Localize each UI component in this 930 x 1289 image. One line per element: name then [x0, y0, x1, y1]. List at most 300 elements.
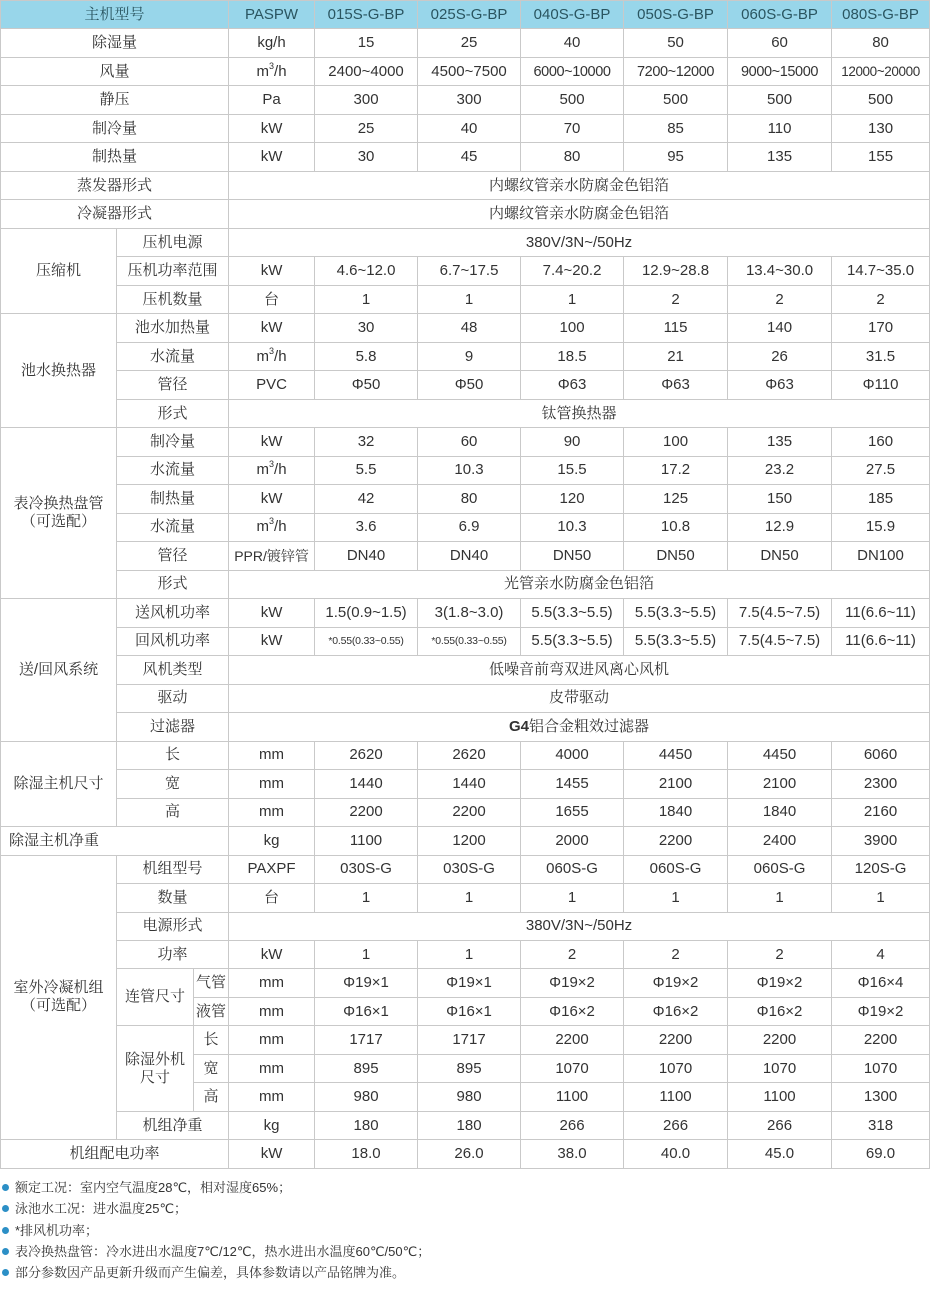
cell-value: 1100 — [315, 827, 418, 855]
table-row — [1, 257, 930, 285]
table-row — [1, 912, 930, 940]
cell-value: 300 — [418, 86, 521, 114]
cell-value: 45 — [418, 143, 521, 171]
cell-value: 70 — [521, 114, 624, 142]
header-model: 050S-G-BP — [624, 1, 728, 29]
cell-value: 2400 — [728, 827, 832, 855]
table-row — [1, 656, 930, 684]
cell-value: 3(1.8~3.0) — [418, 599, 521, 627]
cell-value: 1440 — [418, 770, 521, 798]
cell-value: 980 — [418, 1083, 521, 1111]
row-unit: kg — [229, 827, 315, 855]
cell-value: 12.9~28.8 — [624, 257, 728, 285]
cell-value: 115 — [624, 314, 728, 342]
cell-value-span: 皮带驱动 — [229, 684, 930, 712]
row-label: 池水加热量 — [117, 314, 229, 342]
cell-value: Φ110 — [832, 371, 930, 399]
cell-value: 2200 — [624, 827, 728, 855]
note-item: 泳池水工况：进水温度25℃； — [2, 1198, 922, 1219]
cell-value: 6.7~17.5 — [418, 257, 521, 285]
cell-value: 40 — [418, 114, 521, 142]
table-row — [1, 29, 930, 57]
cell-value: DN40 — [315, 542, 418, 570]
cell-value: 2200 — [624, 1026, 728, 1054]
row-label: 回风机功率 — [117, 627, 229, 655]
cell-value: 2 — [728, 285, 832, 313]
cell-value: 1200 — [418, 827, 521, 855]
cell-value: 50 — [624, 29, 728, 57]
cell-value: DN100 — [832, 542, 930, 570]
cell-value: 2 — [521, 940, 624, 968]
table-row — [1, 171, 930, 199]
cell-value: 85 — [624, 114, 728, 142]
row-label: 机组配电功率 — [1, 1140, 229, 1169]
cell-value: 26 — [728, 342, 832, 370]
note-item: 表冷换热盘管：冷水进出水温度7℃/12℃，热水进出水温度60℃/50℃； — [2, 1241, 922, 1262]
cell-value: Φ16×1 — [315, 997, 418, 1025]
row-unit: mm — [229, 1083, 315, 1111]
row-label: 数量 — [117, 884, 229, 912]
row-unit: 台 — [229, 884, 315, 912]
cell-value: Φ19×1 — [418, 969, 521, 997]
row-unit: kW — [229, 1140, 315, 1169]
table-row — [1, 798, 930, 826]
cell-value: 1455 — [521, 770, 624, 798]
group-label: 池水换热器 — [1, 314, 117, 428]
cell-value: 6.9 — [418, 513, 521, 541]
row-label: 水流量 — [117, 513, 229, 541]
cell-value: Φ63 — [521, 371, 624, 399]
cell-value: Φ63 — [728, 371, 832, 399]
row-unit: mm — [229, 741, 315, 769]
cell-value: Φ19×1 — [315, 969, 418, 997]
cell-value: 060S-G — [521, 855, 624, 883]
cell-value: 060S-G — [728, 855, 832, 883]
cell-value: 4 — [832, 940, 930, 968]
row-unit: PVC — [229, 371, 315, 399]
cell-value: 1 — [418, 285, 521, 313]
cell-value: 69.0 — [832, 1140, 930, 1169]
cell-value: 185 — [832, 485, 930, 513]
row-label: 宽 — [117, 770, 229, 798]
cell-value: 11(6.6~11) — [832, 599, 930, 627]
header-model: 060S-G-BP — [728, 1, 832, 29]
cell-value: 120S-G — [832, 855, 930, 883]
cell-value: 27.5 — [832, 456, 930, 484]
table-row — [1, 314, 930, 342]
cell-value: 1840 — [728, 798, 832, 826]
cell-value: 14.7~35.0 — [832, 257, 930, 285]
row-unit: kW — [229, 599, 315, 627]
cell-value: 12.9 — [728, 513, 832, 541]
row-label: 送风机功率 — [117, 599, 229, 627]
note-item: 部分参数因产品更新升级而产生偏差，具体参数请以产品铭牌为准。 — [2, 1262, 922, 1283]
cell-value: 90 — [521, 428, 624, 456]
cell-value: 1300 — [832, 1083, 930, 1111]
cell-value: 060S-G — [624, 855, 728, 883]
cell-value: 1 — [624, 884, 728, 912]
row-unit: kW — [229, 257, 315, 285]
row-label: 风机类型 — [117, 656, 229, 684]
group-label: 除湿主机尺寸 — [1, 741, 117, 826]
cell-value: 25 — [418, 29, 521, 57]
table-row — [1, 513, 930, 541]
cell-value: 10.8 — [624, 513, 728, 541]
cell-value: 100 — [624, 428, 728, 456]
cell-value: DN50 — [728, 542, 832, 570]
cell-value: 1440 — [315, 770, 418, 798]
cell-value: 7.5(4.5~7.5) — [728, 599, 832, 627]
row-label: 管径 — [117, 542, 229, 570]
cell-value: 4000 — [521, 741, 624, 769]
note-item: 额定工况：室内空气温度28℃，相对湿度65%； — [2, 1177, 922, 1198]
cell-value-span: G4铝合金粗效过滤器 — [229, 713, 930, 741]
row-unit: kW — [229, 143, 315, 171]
table-row — [1, 428, 930, 456]
cell-value: 160 — [832, 428, 930, 456]
cell-value: 120 — [521, 485, 624, 513]
cell-value: 4450 — [624, 741, 728, 769]
cell-value: Φ16×2 — [624, 997, 728, 1025]
cell-value: Φ50 — [315, 371, 418, 399]
cell-value: 7.4~20.2 — [521, 257, 624, 285]
cell-value: 2 — [624, 940, 728, 968]
row-unit: Pa — [229, 86, 315, 114]
cell-value: 100 — [521, 314, 624, 342]
group-label: 室外冷凝机组 （可选配） — [1, 855, 117, 1140]
cell-value: 1840 — [624, 798, 728, 826]
row-label: 蒸发器形式 — [1, 171, 229, 199]
row-label: 压机功率范围 — [117, 257, 229, 285]
cell-value: 40 — [521, 29, 624, 57]
cell-value: 500 — [832, 86, 930, 114]
cell-value: 12000~20000 — [832, 57, 930, 85]
cell-value: 26.0 — [418, 1140, 521, 1169]
cell-value: 1 — [315, 940, 418, 968]
table-row — [1, 485, 930, 513]
cell-value: 3.6 — [315, 513, 418, 541]
group-label: 表冷换热盘管 （可选配） — [1, 428, 117, 599]
cell-value: 266 — [728, 1111, 832, 1139]
cell-value: 180 — [315, 1111, 418, 1139]
row-label: 高 — [194, 1083, 229, 1111]
cell-value: 48 — [418, 314, 521, 342]
bullet-dot-icon — [2, 1205, 9, 1212]
cell-value: 125 — [624, 485, 728, 513]
cell-value: 5.5(3.3~5.5) — [521, 627, 624, 655]
row-label: 制热量 — [117, 485, 229, 513]
table-row — [1, 770, 930, 798]
row-unit: mm — [229, 1054, 315, 1082]
cell-value: 1 — [315, 285, 418, 313]
cell-value: 500 — [728, 86, 832, 114]
cell-value-span: 380V/3N~/50Hz — [229, 228, 930, 256]
cell-value: 1 — [315, 884, 418, 912]
table-row — [1, 855, 930, 883]
group-label: 送/回风系统 — [1, 599, 117, 741]
row-label: 水流量 — [117, 456, 229, 484]
cell-value: 31.5 — [832, 342, 930, 370]
cell-value: 10.3 — [418, 456, 521, 484]
cell-value: Φ16×4 — [832, 969, 930, 997]
row-label: 冷凝器形式 — [1, 200, 229, 228]
table-row — [1, 741, 930, 769]
table-row — [1, 228, 930, 256]
cell-value: 42 — [315, 485, 418, 513]
cell-value: 6060 — [832, 741, 930, 769]
row-label: 形式 — [117, 570, 229, 598]
table-row — [1, 86, 930, 114]
cell-value: 25 — [315, 114, 418, 142]
cell-value: 980 — [315, 1083, 418, 1111]
cell-value: 2300 — [832, 770, 930, 798]
cell-value: 18.0 — [315, 1140, 418, 1169]
cell-value: 895 — [418, 1054, 521, 1082]
row-label: 过滤器 — [117, 713, 229, 741]
cell-value: 15 — [315, 29, 418, 57]
cell-value: 80 — [832, 29, 930, 57]
cell-value: 1 — [521, 884, 624, 912]
cell-value: Φ16×2 — [521, 997, 624, 1025]
cell-value: 1717 — [418, 1026, 521, 1054]
cell-value: *0.55(0.33~0.55) — [418, 627, 521, 655]
table-row — [1, 200, 930, 228]
cell-value: 030S-G — [418, 855, 521, 883]
row-unit: mm — [229, 997, 315, 1025]
row-unit: mm — [229, 770, 315, 798]
cell-value: 155 — [832, 143, 930, 171]
table-row — [1, 969, 930, 997]
row-label: 制冷量 — [1, 114, 229, 142]
cell-value: 300 — [315, 86, 418, 114]
table-row — [1, 542, 930, 570]
cell-value: 1070 — [521, 1054, 624, 1082]
cell-value: 21 — [624, 342, 728, 370]
cell-value: 170 — [832, 314, 930, 342]
row-label: 驱动 — [117, 684, 229, 712]
cell-value: 3900 — [832, 827, 930, 855]
row-label: 制热量 — [1, 143, 229, 171]
row-label: 气管 — [194, 969, 229, 997]
cell-value: 2620 — [418, 741, 521, 769]
table-row — [1, 599, 930, 627]
row-unit: kg/h — [229, 29, 315, 57]
row-label: 高 — [117, 798, 229, 826]
row-unit: $m^3/h$ — [229, 57, 315, 85]
cell-value: 95 — [624, 143, 728, 171]
row-label: 水流量 — [117, 342, 229, 370]
row-unit: kW — [229, 627, 315, 655]
header-model: 025S-G-BP — [418, 1, 521, 29]
cell-value-span: 光管亲水防腐金色铝箔 — [229, 570, 930, 598]
row-label: 机组型号 — [117, 855, 229, 883]
table-row — [1, 827, 930, 855]
cell-value: 45.0 — [728, 1140, 832, 1169]
cell-value: 1 — [832, 884, 930, 912]
notes-list — [2, 1177, 922, 1283]
header-label: 主机型号 — [1, 1, 229, 29]
row-label: 静压 — [1, 86, 229, 114]
row-unit: PPR/镀锌管 — [229, 542, 315, 570]
cell-value: 11(6.6~11) — [832, 627, 930, 655]
cell-value: 500 — [521, 86, 624, 114]
cell-value: 135 — [728, 143, 832, 171]
cell-value-span: 380V/3N~/50Hz — [229, 912, 930, 940]
row-label: 形式 — [117, 399, 229, 427]
cell-value: 9000~15000 — [728, 57, 832, 85]
cell-value: 5.8 — [315, 342, 418, 370]
row-unit: mm — [229, 969, 315, 997]
cell-value: 5.5(3.3~5.5) — [624, 627, 728, 655]
row-unit: PAXPF — [229, 855, 315, 883]
cell-value: 7.5(4.5~7.5) — [728, 627, 832, 655]
subgroup-label: 连管尺寸 — [117, 969, 194, 1026]
row-unit: mm — [229, 1026, 315, 1054]
table-row — [1, 940, 930, 968]
cell-value: 2200 — [521, 1026, 624, 1054]
cell-value: 60 — [728, 29, 832, 57]
row-label: 长 — [117, 741, 229, 769]
row-label: 风量 — [1, 57, 229, 85]
cell-value: 1655 — [521, 798, 624, 826]
cell-value: Φ19×2 — [624, 969, 728, 997]
table-row — [1, 884, 930, 912]
cell-value: 1100 — [728, 1083, 832, 1111]
cell-value: 5.5 — [315, 456, 418, 484]
subgroup-label: 除湿外机 尺寸 — [117, 1026, 194, 1111]
row-label: 管径 — [117, 371, 229, 399]
table-row — [1, 684, 930, 712]
cell-value-span: 钛管换热器 — [229, 399, 930, 427]
cell-value: 1717 — [315, 1026, 418, 1054]
cell-value: 15.9 — [832, 513, 930, 541]
table-row — [1, 114, 930, 142]
table-row — [1, 285, 930, 313]
cell-value-span: 低噪音前弯双进风离心风机 — [229, 656, 930, 684]
cell-value: Φ19×2 — [521, 969, 624, 997]
cell-value: 13.4~30.0 — [728, 257, 832, 285]
cell-value: 030S-G — [315, 855, 418, 883]
cell-value: 1100 — [521, 1083, 624, 1111]
table-row — [1, 570, 930, 598]
table-row — [1, 57, 930, 85]
row-label: 机组净重 — [117, 1111, 229, 1139]
cell-value: 80 — [418, 485, 521, 513]
row-unit: kg — [229, 1111, 315, 1139]
cell-value: 1.5(0.9~1.5) — [315, 599, 418, 627]
header-model: 040S-G-BP — [521, 1, 624, 29]
row-label: 宽 — [194, 1054, 229, 1082]
cell-value: 2 — [728, 940, 832, 968]
group-label: 压缩机 — [1, 228, 117, 313]
cell-value: 2400~4000 — [315, 57, 418, 85]
cell-value: 1 — [418, 884, 521, 912]
cell-value: Φ16×2 — [728, 997, 832, 1025]
cell-value: 18.5 — [521, 342, 624, 370]
bullet-dot-icon — [2, 1184, 9, 1191]
cell-value: 40.0 — [624, 1140, 728, 1169]
row-label: 除湿量 — [1, 29, 229, 57]
cell-value: *0.55(0.33~0.55) — [315, 627, 418, 655]
cell-value: 1070 — [728, 1054, 832, 1082]
cell-value: 110 — [728, 114, 832, 142]
cell-value: 135 — [728, 428, 832, 456]
row-label: 制冷量 — [117, 428, 229, 456]
table-row — [1, 456, 930, 484]
cell-value: 23.2 — [728, 456, 832, 484]
cell-value: 2200 — [832, 1026, 930, 1054]
cell-value: 6000~10000 — [521, 57, 624, 85]
cell-value: DN50 — [521, 542, 624, 570]
cell-value: 1 — [728, 884, 832, 912]
row-unit: 台 — [229, 285, 315, 313]
cell-value: 60 — [418, 428, 521, 456]
row-label: 压机电源 — [117, 228, 229, 256]
cell-value: 1070 — [832, 1054, 930, 1082]
bullet-dot-icon — [2, 1248, 9, 1255]
cell-value: 1100 — [624, 1083, 728, 1111]
row-unit: kW — [229, 485, 315, 513]
cell-value: Φ16×1 — [418, 997, 521, 1025]
row-unit: $m^3/h$ — [229, 456, 315, 484]
cell-value: 1 — [418, 940, 521, 968]
cell-value: DN40 — [418, 542, 521, 570]
table-header-row — [1, 1, 930, 29]
cell-value: 80 — [521, 143, 624, 171]
cell-value: 4.6~12.0 — [315, 257, 418, 285]
cell-value: 9 — [418, 342, 521, 370]
cell-value: 2100 — [728, 770, 832, 798]
cell-value: 2200 — [418, 798, 521, 826]
cell-value: 5.5(3.3~5.5) — [521, 599, 624, 627]
table-row — [1, 342, 930, 370]
cell-value: 266 — [624, 1111, 728, 1139]
cell-value: Φ50 — [418, 371, 521, 399]
cell-value: 500 — [624, 86, 728, 114]
bullet-dot-icon — [2, 1227, 9, 1234]
row-unit: kW — [229, 114, 315, 142]
cell-value: 30 — [315, 314, 418, 342]
header-model: 080S-G-BP — [832, 1, 930, 29]
cell-value-span: 内螺纹管亲水防腐金色铝箔 — [229, 200, 930, 228]
cell-value: 318 — [832, 1111, 930, 1139]
table-row — [1, 1111, 930, 1139]
cell-value: 17.2 — [624, 456, 728, 484]
table-row — [1, 371, 930, 399]
cell-value: 5.5(3.3~5.5) — [624, 599, 728, 627]
cell-value: 2 — [624, 285, 728, 313]
row-unit: kW — [229, 940, 315, 968]
row-label: 电源形式 — [117, 912, 229, 940]
table-row — [1, 1140, 930, 1169]
table-row — [1, 143, 930, 171]
bullet-dot-icon — [2, 1269, 9, 1276]
table-row — [1, 1026, 930, 1054]
cell-value: 2200 — [728, 1026, 832, 1054]
row-unit: $m^3/h$ — [229, 513, 315, 541]
cell-value: 895 — [315, 1054, 418, 1082]
row-unit: kW — [229, 428, 315, 456]
header-model: 015S-G-BP — [315, 1, 418, 29]
cell-value: 2100 — [624, 770, 728, 798]
row-label: 液管 — [194, 997, 229, 1025]
cell-value: 2620 — [315, 741, 418, 769]
cell-value: 4500~7500 — [418, 57, 521, 85]
cell-value: 150 — [728, 485, 832, 513]
cell-value: 140 — [728, 314, 832, 342]
cell-value: 1 — [521, 285, 624, 313]
cell-value-span: 内螺纹管亲水防腐金色铝箔 — [229, 171, 930, 199]
